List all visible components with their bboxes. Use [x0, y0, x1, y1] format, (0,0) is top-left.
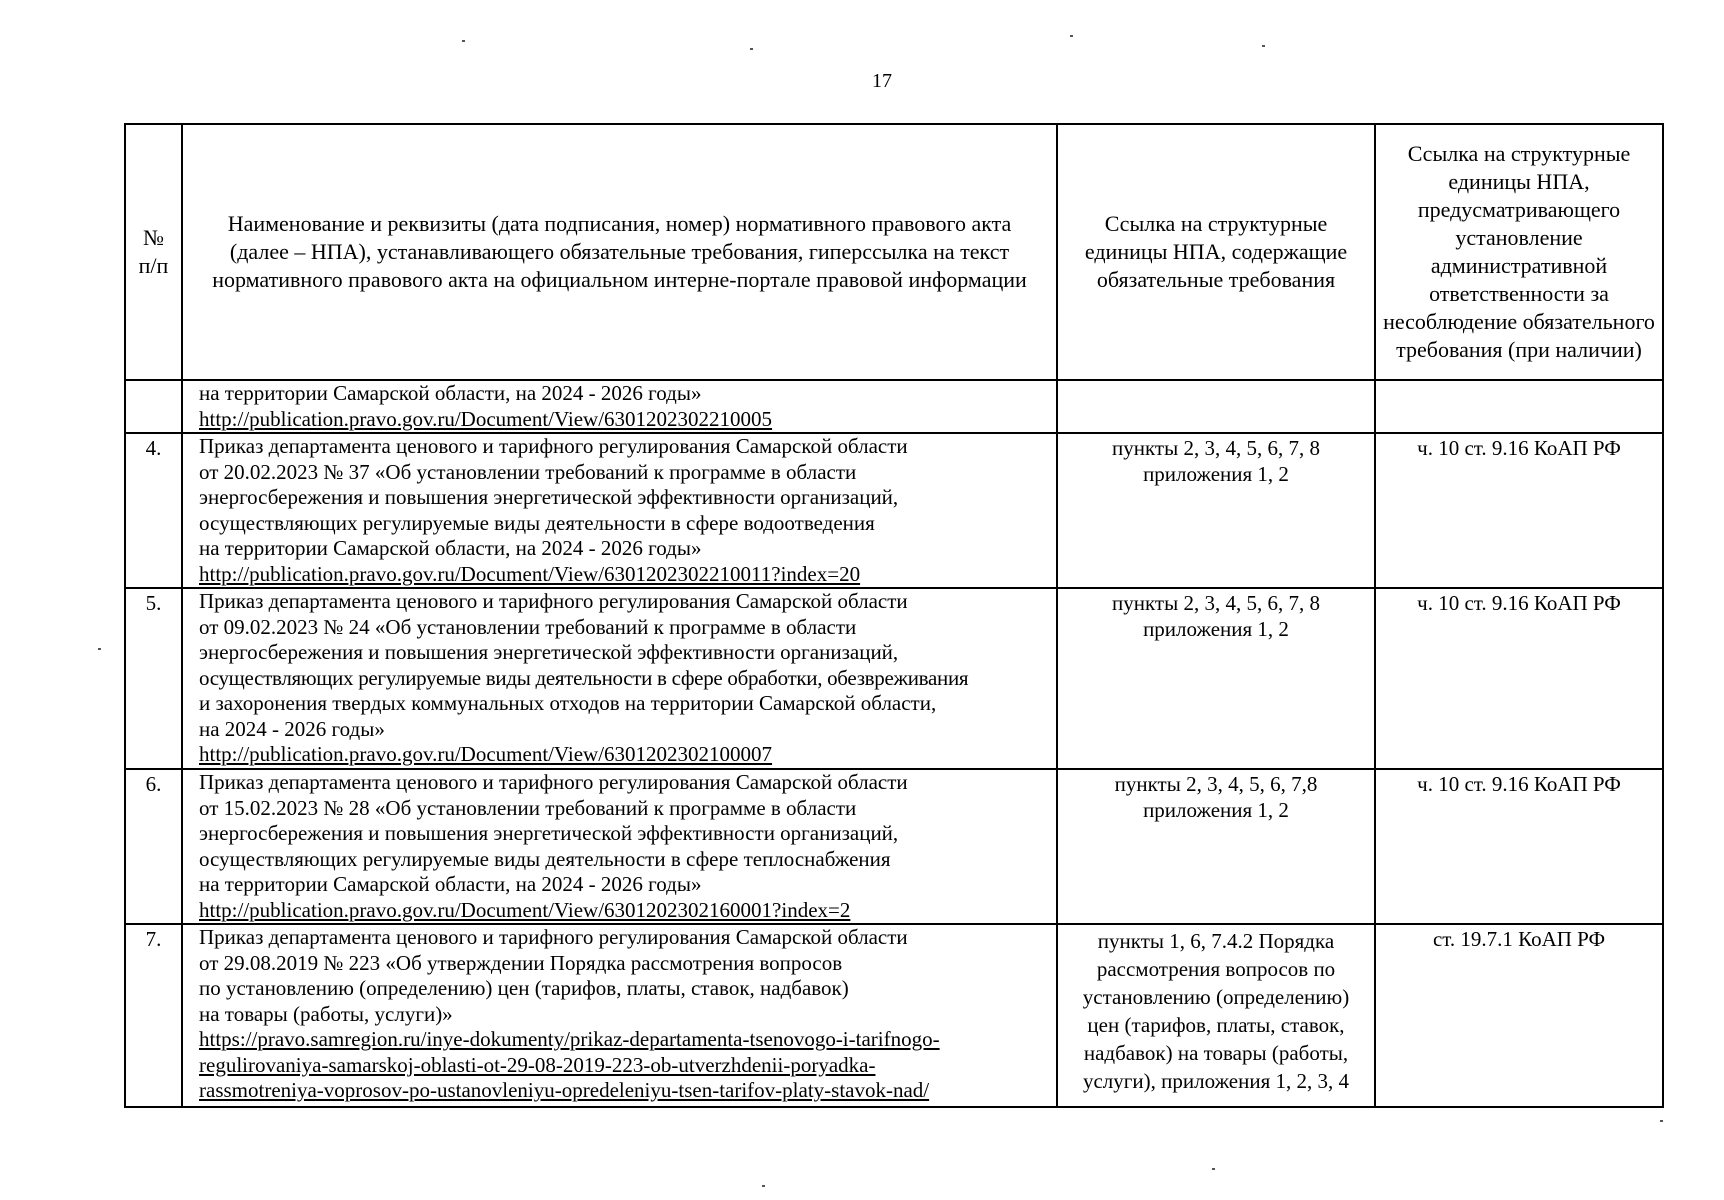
- cell-requirements: [1057, 588, 1375, 769]
- act-link[interactable]: regulirovaniya-samarskoj-oblasti-ot-29-08-2019-223-ob-utverzhdenii-poryadka-: [199, 1052, 876, 1077]
- cell-act: [182, 769, 1057, 924]
- act-text-line: от 29.08.2019 № 223 «Об утверждении Порядка рассмотрения вопросов: [199, 950, 843, 975]
- cell-administrative: ст. 19.7.1 КоАП РФ: [1375, 924, 1663, 1107]
- act-text-line: энергосбережения и повышения энергетической эффективности организаций,: [199, 821, 899, 845]
- act-text-line: на 2024 - 2026 годы»: [199, 716, 385, 741]
- requirements-text: цен (тарифов, платы, ставок,: [1087, 1013, 1345, 1037]
- act-text-line: на товары (работы, услуги)»: [199, 1001, 453, 1026]
- requirements-text: пункты 2, 3, 4, 5, 6, 7,8: [1114, 772, 1318, 796]
- cell-act: [182, 380, 1057, 433]
- cell-administrative: ч. 10 ст. 9.16 КоАП РФ: [1375, 588, 1663, 769]
- act-link[interactable]: http://publication.pravo.gov.ru/Document/View/6301202302210005: [199, 406, 773, 431]
- requirements-text: пункты 2, 3, 4, 5, 6, 7, 8: [1112, 436, 1320, 460]
- cell-requirements: [1057, 769, 1375, 924]
- requirements-text: приложения 1, 2: [1143, 461, 1289, 486]
- scan-speck: [1212, 1168, 1215, 1170]
- act-text-line: на территории Самарской области, на 2024 - 2026 годы»: [199, 381, 702, 405]
- act-text-line: осуществляющих регулируемые виды деятельности в сфере теплоснабжения: [199, 846, 891, 871]
- scan-speck: [1660, 1120, 1663, 1122]
- act-text-line: осуществляющих регулируемые виды деятельности в сфере обработки, обезвреживания: [199, 665, 969, 690]
- cell-number: [125, 380, 182, 433]
- act-text-line: Приказ департамента ценового и тарифного регулирования Самарской области: [199, 434, 908, 458]
- act-text-line: по установлению (определению) цен (тарифов, платы, ставок, надбавок): [199, 976, 849, 1000]
- scan-speck: [98, 648, 101, 650]
- table-row: [125, 588, 1663, 769]
- act-text-line: на территории Самарской области, на 2024 - 2026 годы»: [199, 536, 702, 560]
- cell-act: [182, 433, 1057, 588]
- header-requirements-ref: Ссылка на структурные единицы НПА, содержащие обязательные требования: [1057, 124, 1375, 380]
- act-text-line: от 09.02.2023 № 24 «Об установлении требований к программе в области: [199, 614, 857, 639]
- cell-number: 6.: [125, 769, 182, 924]
- cell-requirements: [1057, 924, 1375, 1107]
- cell-number: 7.: [125, 924, 182, 1107]
- act-text-line: от 20.02.2023 № 37 «Об установлении требований к программе в области: [199, 459, 857, 484]
- page-number: 17: [872, 70, 892, 92]
- act-link[interactable]: http://publication.pravo.gov.ru/Document/View/6301202302210011?index=20: [199, 561, 861, 586]
- cell-administrative: ч. 10 ст. 9.16 КоАП РФ: [1375, 769, 1663, 924]
- header-administrative-ref: Ссылка на структурные единицы НПА, предусматривающего установление административной ответственности за несоблюдение обязательного требования (при наличии): [1375, 124, 1663, 380]
- cell-administrative: [1375, 380, 1663, 433]
- act-link[interactable]: http://publication.pravo.gov.ru/Document/View/6301202302160001?index=2: [199, 897, 851, 922]
- scan-speck: [750, 48, 753, 50]
- requirements-text: установлению (определению): [1082, 985, 1350, 1009]
- act-text-line: Приказ департамента ценового и тарифного регулирования Самарской области: [199, 589, 908, 613]
- scan-speck: [762, 1185, 765, 1187]
- requirements-text: пункты 2, 3, 4, 5, 6, 7, 8: [1112, 591, 1320, 615]
- act-text-line: энергосбережения и повышения энергетической эффективности организаций,: [199, 640, 899, 664]
- scan-speck: [462, 40, 465, 42]
- table-header-row: [125, 124, 1663, 380]
- table-row: [125, 924, 1663, 1107]
- act-text-line: Приказ департамента ценового и тарифного регулирования Самарской области: [199, 925, 908, 949]
- requirements-text: пункты 1, 6, 7.4.2 Порядка: [1097, 929, 1335, 953]
- act-text-line: Приказ департамента ценового и тарифного регулирования Самарской области: [199, 770, 908, 794]
- act-text-line: от 15.02.2023 № 28 «Об установлении требований к программе в области: [199, 795, 857, 820]
- requirements-text: услуги), приложения 1, 2, 3, 4: [1082, 1069, 1350, 1093]
- requirements-text: надбавок) на товары (работы,: [1083, 1041, 1349, 1065]
- cell-act: [182, 588, 1057, 769]
- table-row: [125, 769, 1663, 924]
- header-act-name: Наименование и реквизиты (дата подписания, номер) нормативного правового акта (далее – НПА), устанавливающего обязательные требования, гиперссылка на текст нормативного правового акта на официальном интерне-портале правовой информации: [182, 124, 1057, 380]
- cell-administrative: ч. 10 ст. 9.16 КоАП РФ: [1375, 433, 1663, 588]
- cell-requirements: [1057, 380, 1375, 433]
- cell-number: 4.: [125, 433, 182, 588]
- requirements-text: рассмотрения вопросов по: [1096, 957, 1336, 981]
- act-link[interactable]: rassmotreniya-voprosov-po-ustanovleniyu-opredeleniyu-tsen-tarifov-platy-stavok-nad/: [199, 1078, 930, 1102]
- requirements-text: приложения 1, 2: [1143, 616, 1289, 641]
- table-row: [125, 433, 1663, 588]
- act-link[interactable]: https://pravo.samregion.ru/inye-dokumenty/prikaz-departamenta-tsenovogo-i-tarifnogo-: [199, 1027, 940, 1051]
- scan-speck: [1262, 45, 1265, 47]
- scan-speck: [1070, 35, 1073, 37]
- act-text-line: энергосбережения и повышения энергетической эффективности организаций,: [199, 485, 899, 509]
- requirements-table: [124, 123, 1664, 1108]
- table-row-continuation: [125, 380, 1663, 433]
- act-text-line: осуществляющих регулируемые виды деятельности в сфере водоотведения: [199, 510, 875, 535]
- cell-number: 5.: [125, 588, 182, 769]
- cell-requirements: [1057, 433, 1375, 588]
- cell-act: [182, 924, 1057, 1107]
- requirements-text: приложения 1, 2: [1143, 797, 1289, 822]
- act-text-line: и захоронения твердых коммунальных отходов на территории Самарской области,: [199, 691, 937, 715]
- act-text-line: на территории Самарской области, на 2024 - 2026 годы»: [199, 872, 702, 896]
- header-number: № п/п: [125, 124, 182, 380]
- act-link[interactable]: http://publication.pravo.gov.ru/Document/View/6301202302100007: [199, 742, 773, 766]
